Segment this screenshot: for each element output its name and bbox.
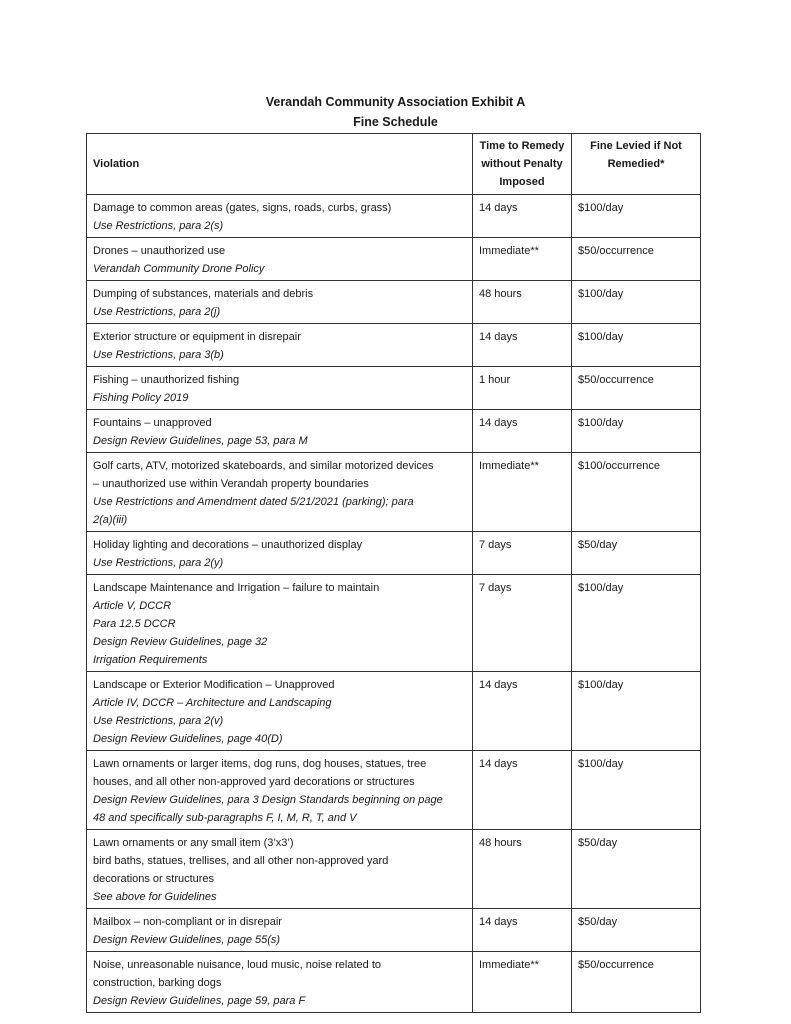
violation-reference: Para 12.5 DCCR xyxy=(93,618,176,630)
time-to-remedy-cell: 48 hours xyxy=(473,281,572,324)
violation-reference: See above for Guidelines xyxy=(93,891,217,903)
violation-description: Lawn ornaments or any small item (3’x3’) xyxy=(93,837,294,849)
violation-cell xyxy=(87,909,473,952)
violation-description: houses, and all other non-approved yard decorations or structures xyxy=(93,776,415,788)
time-to-remedy-cell: 1 hour xyxy=(473,367,572,410)
table-row xyxy=(87,751,701,830)
header-fine-levied xyxy=(572,134,701,195)
violation-description: Fishing – unauthorized fishing xyxy=(93,374,240,386)
header-time-line: without Penalty xyxy=(481,158,563,170)
time-to-remedy-cell: 14 days xyxy=(473,324,572,367)
header-time-line: Time to Remedy xyxy=(479,140,565,152)
violation-cell xyxy=(87,575,473,672)
table-row xyxy=(87,952,701,1013)
time-to-remedy-cell: Immediate** xyxy=(473,453,572,532)
violation-cell xyxy=(87,672,473,751)
table-row xyxy=(87,238,701,281)
violation-cell xyxy=(87,952,473,1013)
violation-description: Golf carts, ATV, motorized skateboards, and similar motorized devices xyxy=(93,460,434,472)
time-to-remedy-cell: Immediate** xyxy=(473,952,572,1013)
violation-description: Damage to common areas (gates, signs, roads, curbs, grass) xyxy=(93,202,392,214)
violation-description: decorations or structures xyxy=(93,873,215,885)
fine-levied-cell: $100/day xyxy=(572,751,701,830)
violation-cell xyxy=(87,410,473,453)
violation-description: Mailbox – non-compliant or in disrepair xyxy=(93,916,282,928)
violation-description: Landscape or Exterior Modification – Unapproved xyxy=(93,679,335,691)
header-time-line: Imposed xyxy=(499,176,545,188)
table-row xyxy=(87,830,701,909)
violation-description: Noise, unreasonable nuisance, loud music, noise related to xyxy=(93,959,382,971)
fine-levied-cell: $100/day xyxy=(572,281,701,324)
violation-description: Fountains – unapproved xyxy=(93,417,212,429)
violation-reference: Use Restrictions, para 3(b) xyxy=(93,349,224,361)
violation-cell xyxy=(87,453,473,532)
violation-description: Exterior structure or equipment in disrepair xyxy=(93,331,301,343)
document-subtitle: Fine Schedule xyxy=(353,115,438,129)
violation-description: bird baths, statues, trellises, and all other non-approved yard xyxy=(93,855,389,867)
violation-reference: 2(a)(iii) xyxy=(93,514,128,526)
time-to-remedy-cell: 14 days xyxy=(473,672,572,751)
violation-description: Holiday lighting and decorations – unauthorized display xyxy=(93,539,363,551)
fine-levied-cell: $100/day xyxy=(572,410,701,453)
document-title: Verandah Community Association Exhibit A xyxy=(265,95,526,109)
violation-reference: Design Review Guidelines, para 3 Design Standards beginning on page xyxy=(93,794,443,806)
violation-description: Landscape Maintenance and Irrigation – failure to maintain xyxy=(93,582,380,594)
violation-reference: Design Review Guidelines, page 59, para F xyxy=(93,995,306,1007)
violation-reference: Verandah Community Drone Policy xyxy=(93,263,265,275)
violation-description: Lawn ornaments or larger items, dog runs, dog houses, statues, tree xyxy=(93,758,427,770)
fine-levied-cell: $100/day xyxy=(572,195,701,238)
violation-description: construction, barking dogs xyxy=(93,977,222,989)
fine-levied-cell: $50/occurrence xyxy=(572,952,701,1013)
violation-reference: Design Review Guidelines, page 53, para M xyxy=(93,435,308,447)
violation-cell xyxy=(87,238,473,281)
violation-cell xyxy=(87,367,473,410)
violation-reference: Design Review Guidelines, page 55(s) xyxy=(93,934,281,946)
table-body xyxy=(87,195,701,1013)
violation-reference: Design Review Guidelines, page 32 xyxy=(93,636,268,648)
violation-reference: Use Restrictions, para 2(s) xyxy=(93,220,224,232)
violation-description: – unauthorized use within Verandah property boundaries xyxy=(93,478,369,490)
table-row xyxy=(87,410,701,453)
violation-reference: Use Restrictions, para 2(v) xyxy=(93,715,224,727)
fine-levied-cell: $100/day xyxy=(572,672,701,751)
table-row xyxy=(87,195,701,238)
fine-schedule-table xyxy=(86,133,701,1013)
violation-cell xyxy=(87,532,473,575)
fine-levied-cell: $100/day xyxy=(572,575,701,672)
time-to-remedy-cell: 14 days xyxy=(473,751,572,830)
violation-cell xyxy=(87,281,473,324)
time-to-remedy-cell: 7 days xyxy=(473,575,572,672)
fine-levied-cell: $100/day xyxy=(572,324,701,367)
violation-reference: Use Restrictions, para 2(y) xyxy=(93,557,224,569)
header-fine-line: Remedied* xyxy=(607,158,665,170)
header-time-to-remedy xyxy=(473,134,572,195)
time-to-remedy-cell: 14 days xyxy=(473,909,572,952)
header-fine-line: Fine Levied if Not xyxy=(590,140,682,152)
violation-cell xyxy=(87,751,473,830)
fine-levied-cell: $50/day xyxy=(572,532,701,575)
time-to-remedy-cell: 48 hours xyxy=(473,830,572,909)
time-to-remedy-cell: Immediate** xyxy=(473,238,572,281)
table-row xyxy=(87,909,701,952)
time-to-remedy-cell: 7 days xyxy=(473,532,572,575)
violation-reference: Use Restrictions and Amendment dated 5/21/2021 (parking); para xyxy=(93,496,414,508)
violation-description: Dumping of substances, materials and debris xyxy=(93,288,314,300)
table-row xyxy=(87,367,701,410)
table-row xyxy=(87,532,701,575)
table-row xyxy=(87,575,701,672)
violation-reference: Fishing Policy 2019 xyxy=(93,392,189,404)
table-header-row xyxy=(87,134,701,195)
violation-reference: 48 and specifically sub-paragraphs F, I, M, R, T, and V xyxy=(93,812,357,824)
table-row xyxy=(87,324,701,367)
table-row xyxy=(87,453,701,532)
violation-description: Drones – unauthorized use xyxy=(93,245,226,257)
violation-cell xyxy=(87,830,473,909)
fine-levied-cell: $100/occurrence xyxy=(572,453,701,532)
violation-reference: Article IV, DCCR – Architecture and Landscaping xyxy=(93,697,332,709)
header-violation: Violation xyxy=(87,134,473,195)
fine-levied-cell: $50/day xyxy=(572,830,701,909)
table-row xyxy=(87,672,701,751)
violation-reference: Irrigation Requirements xyxy=(93,654,208,666)
violation-cell xyxy=(87,195,473,238)
violation-cell xyxy=(87,324,473,367)
time-to-remedy-cell: 14 days xyxy=(473,410,572,453)
time-to-remedy-cell: 14 days xyxy=(473,195,572,238)
violation-reference: Article V, DCCR xyxy=(93,600,172,612)
table-row xyxy=(87,281,701,324)
violation-reference: Design Review Guidelines, page 40(D) xyxy=(93,733,283,745)
fine-levied-cell: $50/occurrence xyxy=(572,367,701,410)
violation-reference: Use Restrictions, para 2(j) xyxy=(93,306,221,318)
fine-levied-cell: $50/occurrence xyxy=(572,238,701,281)
fine-levied-cell: $50/day xyxy=(572,909,701,952)
